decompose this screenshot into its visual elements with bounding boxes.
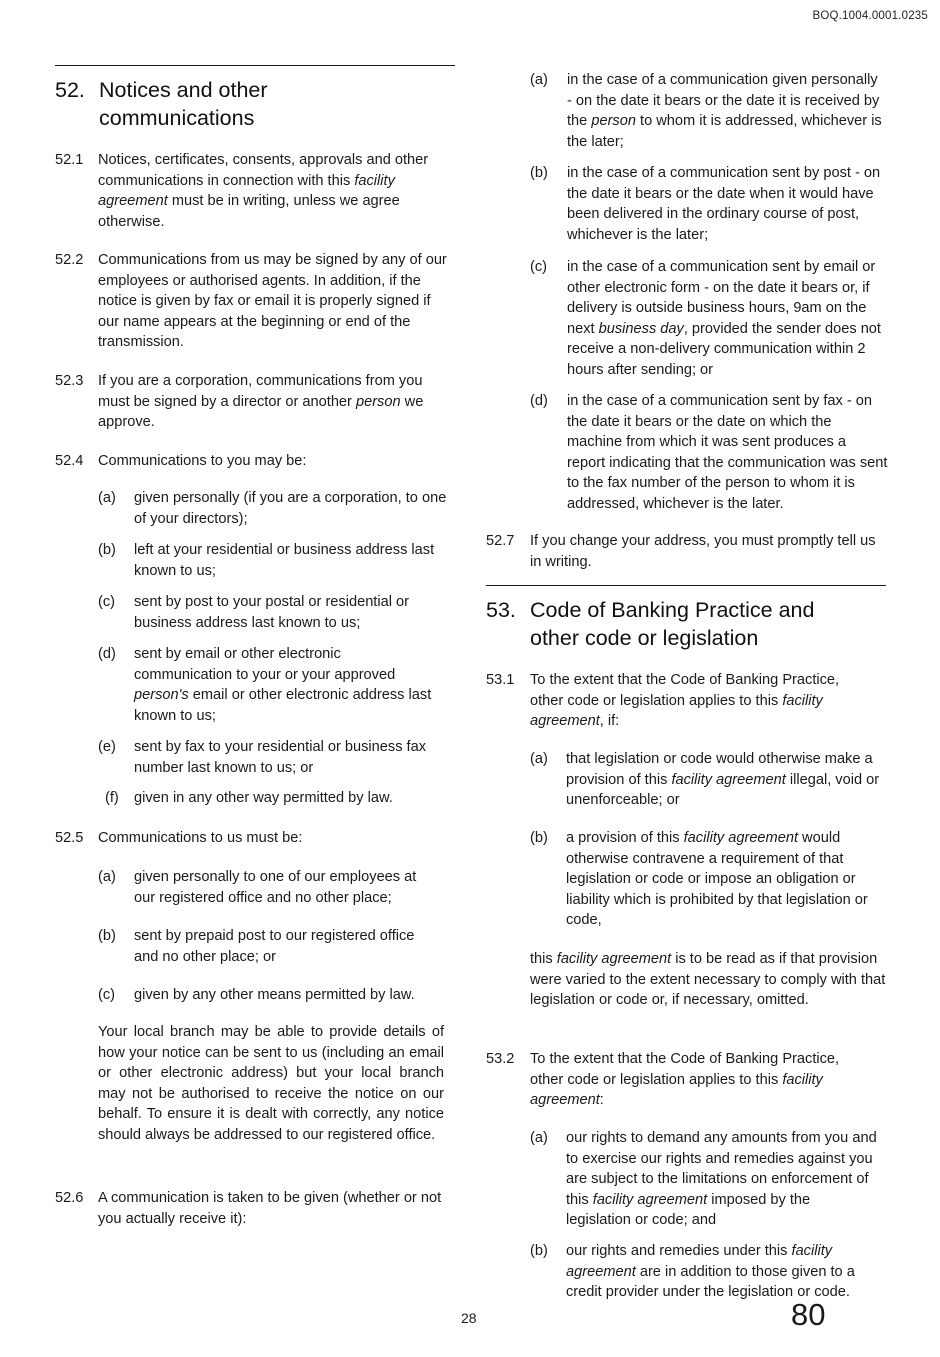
section-52-title-line2: communications xyxy=(99,106,255,130)
clause-52-5-c xyxy=(98,985,455,1006)
clause-number: 52.2 xyxy=(55,252,84,268)
clause-text: A communication is taken to be given (whether or not you actually receive it): xyxy=(98,1190,442,1227)
item-text: in the case of a communication sent by email or other electronic form - on the date it bears or, if delivery is outside business hours, 9am on the next business day, provided the sender does not receive a non-delivery communication within 2 hours after sending; or xyxy=(567,259,881,378)
item-text: given in any other way permitted by law. xyxy=(134,790,393,806)
item-label: (c) xyxy=(530,259,548,275)
item-label: (c) xyxy=(98,987,116,1003)
item-label: (a) xyxy=(98,869,116,885)
section-rule xyxy=(55,65,455,66)
section-52-heading xyxy=(55,76,455,132)
item-label: (a) xyxy=(530,1130,548,1146)
clause-52-4-a xyxy=(98,488,455,529)
stamp-number: 80 xyxy=(791,1297,826,1332)
section-53-number: 53. xyxy=(486,598,516,622)
clause-52-5 xyxy=(55,828,455,849)
clause-52-4-e xyxy=(98,737,455,778)
item-label: (e) xyxy=(98,739,116,755)
clause-52-5-a xyxy=(98,867,455,908)
clause-53-1-tail: this facility agreement is to be read as if that provision were varied to the extent necessary to comply with that legislation or code or, if necessary, omitted. xyxy=(530,951,886,1009)
item-label: (b) xyxy=(530,830,548,846)
item-label: (d) xyxy=(98,646,116,662)
clause-number: 52.3 xyxy=(55,373,84,389)
section-52-number: 52. xyxy=(55,78,85,102)
clause-52-2 xyxy=(55,250,455,353)
item-label: (f) xyxy=(105,790,119,806)
clause-text: If you are a corporation, communications from you must be signed by a director or another person we approve. xyxy=(98,373,424,431)
item-text: left at your residential or business address last known to us; xyxy=(134,542,435,579)
document-id: BOQ.1004.0001.0235 xyxy=(812,10,928,22)
clause-text: To the extent that the Code of Banking Practice, other code or legislation applies to this facility agreement, if: xyxy=(530,672,840,730)
item-text: our rights to demand any amounts from you and to exercise our rights and remedies against you are subject to the limitations on enforcement of this facility agreement imposed by the legislation or code; and xyxy=(566,1130,877,1229)
clause-52-5-note: Your local branch may be able to provide details of how your notice can be sent to us (including an email or other electronic address) but your local branch may not be authorised to receive the notice on our behalf. To ensure it is dealt with correctly, any notice should always be addressed to our registered office. xyxy=(98,1024,444,1143)
page-number: 28 xyxy=(461,1310,477,1326)
clause-52-5-b xyxy=(98,926,455,967)
clause-53-1-a xyxy=(530,749,888,811)
item-text: that legislation or code would otherwise make a provision of this facility agreement illegal, void or unenforceable; or xyxy=(566,751,880,809)
clause-52-4-d xyxy=(98,644,455,726)
section-53-heading xyxy=(486,596,888,652)
section-53-title-line2: other code or legislation xyxy=(530,626,759,650)
clause-text: Notices, certificates, consents, approvals and other communications in connection with this facility agreement must be in writing, unless we agree otherwise. xyxy=(98,152,429,230)
clause-number: 52.4 xyxy=(55,453,84,469)
item-text: our rights and remedies under this facility agreement are in addition to those given to a credit provider under the legislation or code. xyxy=(566,1243,855,1301)
section-52-title-line1: Notices and other xyxy=(99,78,268,102)
clause-text: Communications to you may be: xyxy=(98,453,307,469)
item-label: (b) xyxy=(530,1243,548,1259)
clause-53-1 xyxy=(486,670,888,732)
item-label: (a) xyxy=(98,490,116,506)
item-label: (d) xyxy=(530,393,548,409)
clause-52-6-d xyxy=(530,391,888,515)
clause-number: 53.2 xyxy=(486,1051,515,1067)
item-text: in the case of a communication sent by fax - on the date it bears or the date on which the machine from which it was sent produces a report indicating that the communication was sent to the fax number of the person to whom it is addressed, whichever is the later. xyxy=(567,393,888,512)
clause-53-2-b xyxy=(530,1241,888,1303)
clause-number: 52.5 xyxy=(55,830,84,846)
clause-52-7 xyxy=(486,531,888,572)
clause-text: To the extent that the Code of Banking Practice, other code or legislation applies to this facility agreement: xyxy=(530,1051,840,1109)
clause-number: 52.6 xyxy=(55,1190,84,1206)
item-label: (a) xyxy=(530,751,548,767)
item-text: given personally (if you are a corporation, to one of your directors); xyxy=(134,490,447,527)
clause-52-6-a xyxy=(530,70,888,152)
clause-52-4-f xyxy=(98,788,455,809)
clause-number: 53.1 xyxy=(486,672,515,688)
item-label: (b) xyxy=(530,165,548,181)
item-text: given by any other means permitted by law. xyxy=(134,987,415,1003)
clause-52-6 xyxy=(55,1188,455,1229)
clause-53-2 xyxy=(486,1049,888,1111)
clause-53-1-b xyxy=(530,828,888,931)
section-53-title-line1: Code of Banking Practice and xyxy=(530,598,815,622)
item-text: given personally to one of our employees at our registered office and no other place; xyxy=(134,869,417,906)
clause-53-2-a xyxy=(530,1128,888,1231)
item-text: in the case of a communication given personally - on the date it bears or the date it is received by the person to whom it is addressed, whichever is the later; xyxy=(567,72,882,150)
item-text: sent by prepaid post to our registered office and no other place; or xyxy=(134,928,415,965)
item-label: (c) xyxy=(98,594,116,610)
item-text: sent by post to your postal or residential or business address last known to us; xyxy=(134,594,409,631)
clause-52-1 xyxy=(55,150,455,232)
item-text: a provision of this facility agreement would otherwise contravene a requirement of that legislation or code or impose an obligation or liability which is prohibited by that legislation or code, xyxy=(566,830,868,929)
clause-52-4-c xyxy=(98,592,455,633)
item-text: sent by email or other electronic communication to your or your approved person's email or other electronic address last known to us; xyxy=(134,646,432,724)
item-label: (a) xyxy=(530,72,548,88)
clause-text: Communications to us must be: xyxy=(98,830,303,846)
item-text: sent by fax to your residential or business fax number last known to us; or xyxy=(134,739,427,776)
clause-52-6-b xyxy=(530,163,888,245)
clause-52-4 xyxy=(55,451,455,472)
clause-text: If you change your address, you must promptly tell us in writing. xyxy=(530,533,876,570)
clause-text: Communications from us may be signed by any of our employees or authorised agents. In addition, if the notice is given by fax or email it is properly signed if our name appears at the beginning or end of the transmission. xyxy=(98,252,447,351)
clause-52-3 xyxy=(55,371,455,433)
item-label: (b) xyxy=(98,542,116,558)
section-rule xyxy=(486,585,886,586)
clause-52-4-b xyxy=(98,540,455,581)
item-label: (b) xyxy=(98,928,116,944)
item-text: in the case of a communication sent by post - on the date it bears or the date when it would have been delivered in the ordinary course of post, whichever is the later; xyxy=(567,165,881,243)
clause-52-6-c xyxy=(530,257,888,381)
clause-number: 52.1 xyxy=(55,152,84,168)
clause-number: 52.7 xyxy=(486,533,515,549)
